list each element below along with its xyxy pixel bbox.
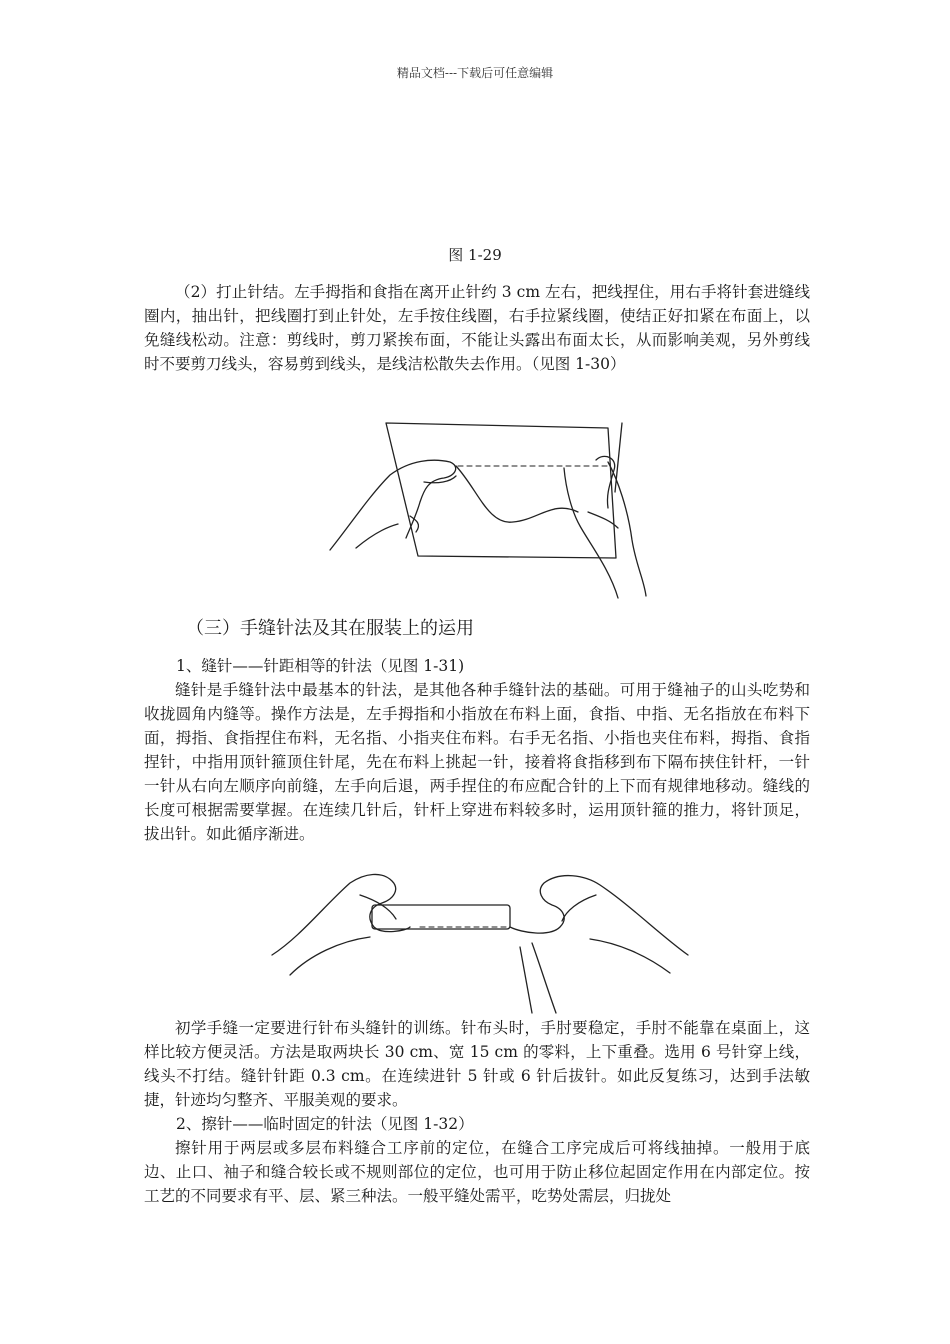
- figure-caption-1-29: 图 1-29: [448, 246, 502, 264]
- page-header: 精品文档---下载后可任意编辑: [396, 66, 554, 80]
- paragraph-running-stitch: 缝针是手缝针法中最基本的针法，是其他各种手缝针法的基础。可用于缝袖子的山头吃势和收拢圆角内缝等。操作方法是，左手拇指和小指放在布料上面，食指、中指、无名指放在布料下面，拇指、食指捏住布料，无名指、小指夹住布料。右手无名指、小指也夹住布料，拇指、食指捏针，中指用顶针箍顶住针尾，先在布料上挑起一针，接着将食指移到布下隔布挟住针杆，一针一针从右向左顺序向前缝，左手向后退，两手捏住的布应配合针的上下而有规律地移动。缝线的长度可根据需要掌握。在连续几针后，针杆上穿进布料较多时，运用顶针箍的推力，将针顶足，拔出针。如此循序渐进。: [144, 681, 810, 843]
- figure-1-31-illustration: [270, 865, 690, 1015]
- section-title: （三）手缝针法及其在服装上的运用: [186, 618, 474, 639]
- item-1-title: 1、缝针——针距相等的针法（见图 1-31): [176, 657, 465, 675]
- paragraph-stop-knot: （2）打止针结。左手拇指和食指在离开止针约 3 cm 左右，把线捏住，用右手将针套进缝线圈内，抽出针，把线圈打到止针处，左手按住线圈，右手拉紧线圈，使结正好扣紧在布面上，以免缝线松动。注意：剪线时，剪刀紧挨布面，不能让头露出布面太长，从而影响美观，另外剪线时不要剪刀线头，容易剪到线头，是线洁松散失去作用。（见图 1-30）: [144, 283, 810, 373]
- figure-1-30-illustration: [328, 420, 648, 600]
- item-2-title: 2、擦针——临时固定的针法（见图 1-32）: [176, 1115, 474, 1133]
- paragraph-beginner-practice: 初学手缝一定要进行针布头缝针的训练。针布头时，手肘要稳定，手肘不能靠在桌面上，这样比较方便灵活。方法是取两块长 30 cm、宽 15 cm 的零料，上下重叠。选用 6 号针穿上线，线头不打结。缝针针距 0.3 cm。在连续进针 5 针或 6 针后拔针。如此反复练习，达到手法敏捷，针迹均匀整齐、平服美观的要求。: [144, 1019, 810, 1109]
- paragraph-basting-stitch: 擦针用于两层或多层布料缝合工序前的定位，在缝合工序完成后可将线抽掉。一般用于底边、止口、袖子和缝合较长或不规则部位的定位，也可用于防止移位起固定作用在内部定位。按工艺的不同要求有平、层、紧三种法。一般平缝处需平，吃势处需层，归拢处: [144, 1139, 810, 1205]
